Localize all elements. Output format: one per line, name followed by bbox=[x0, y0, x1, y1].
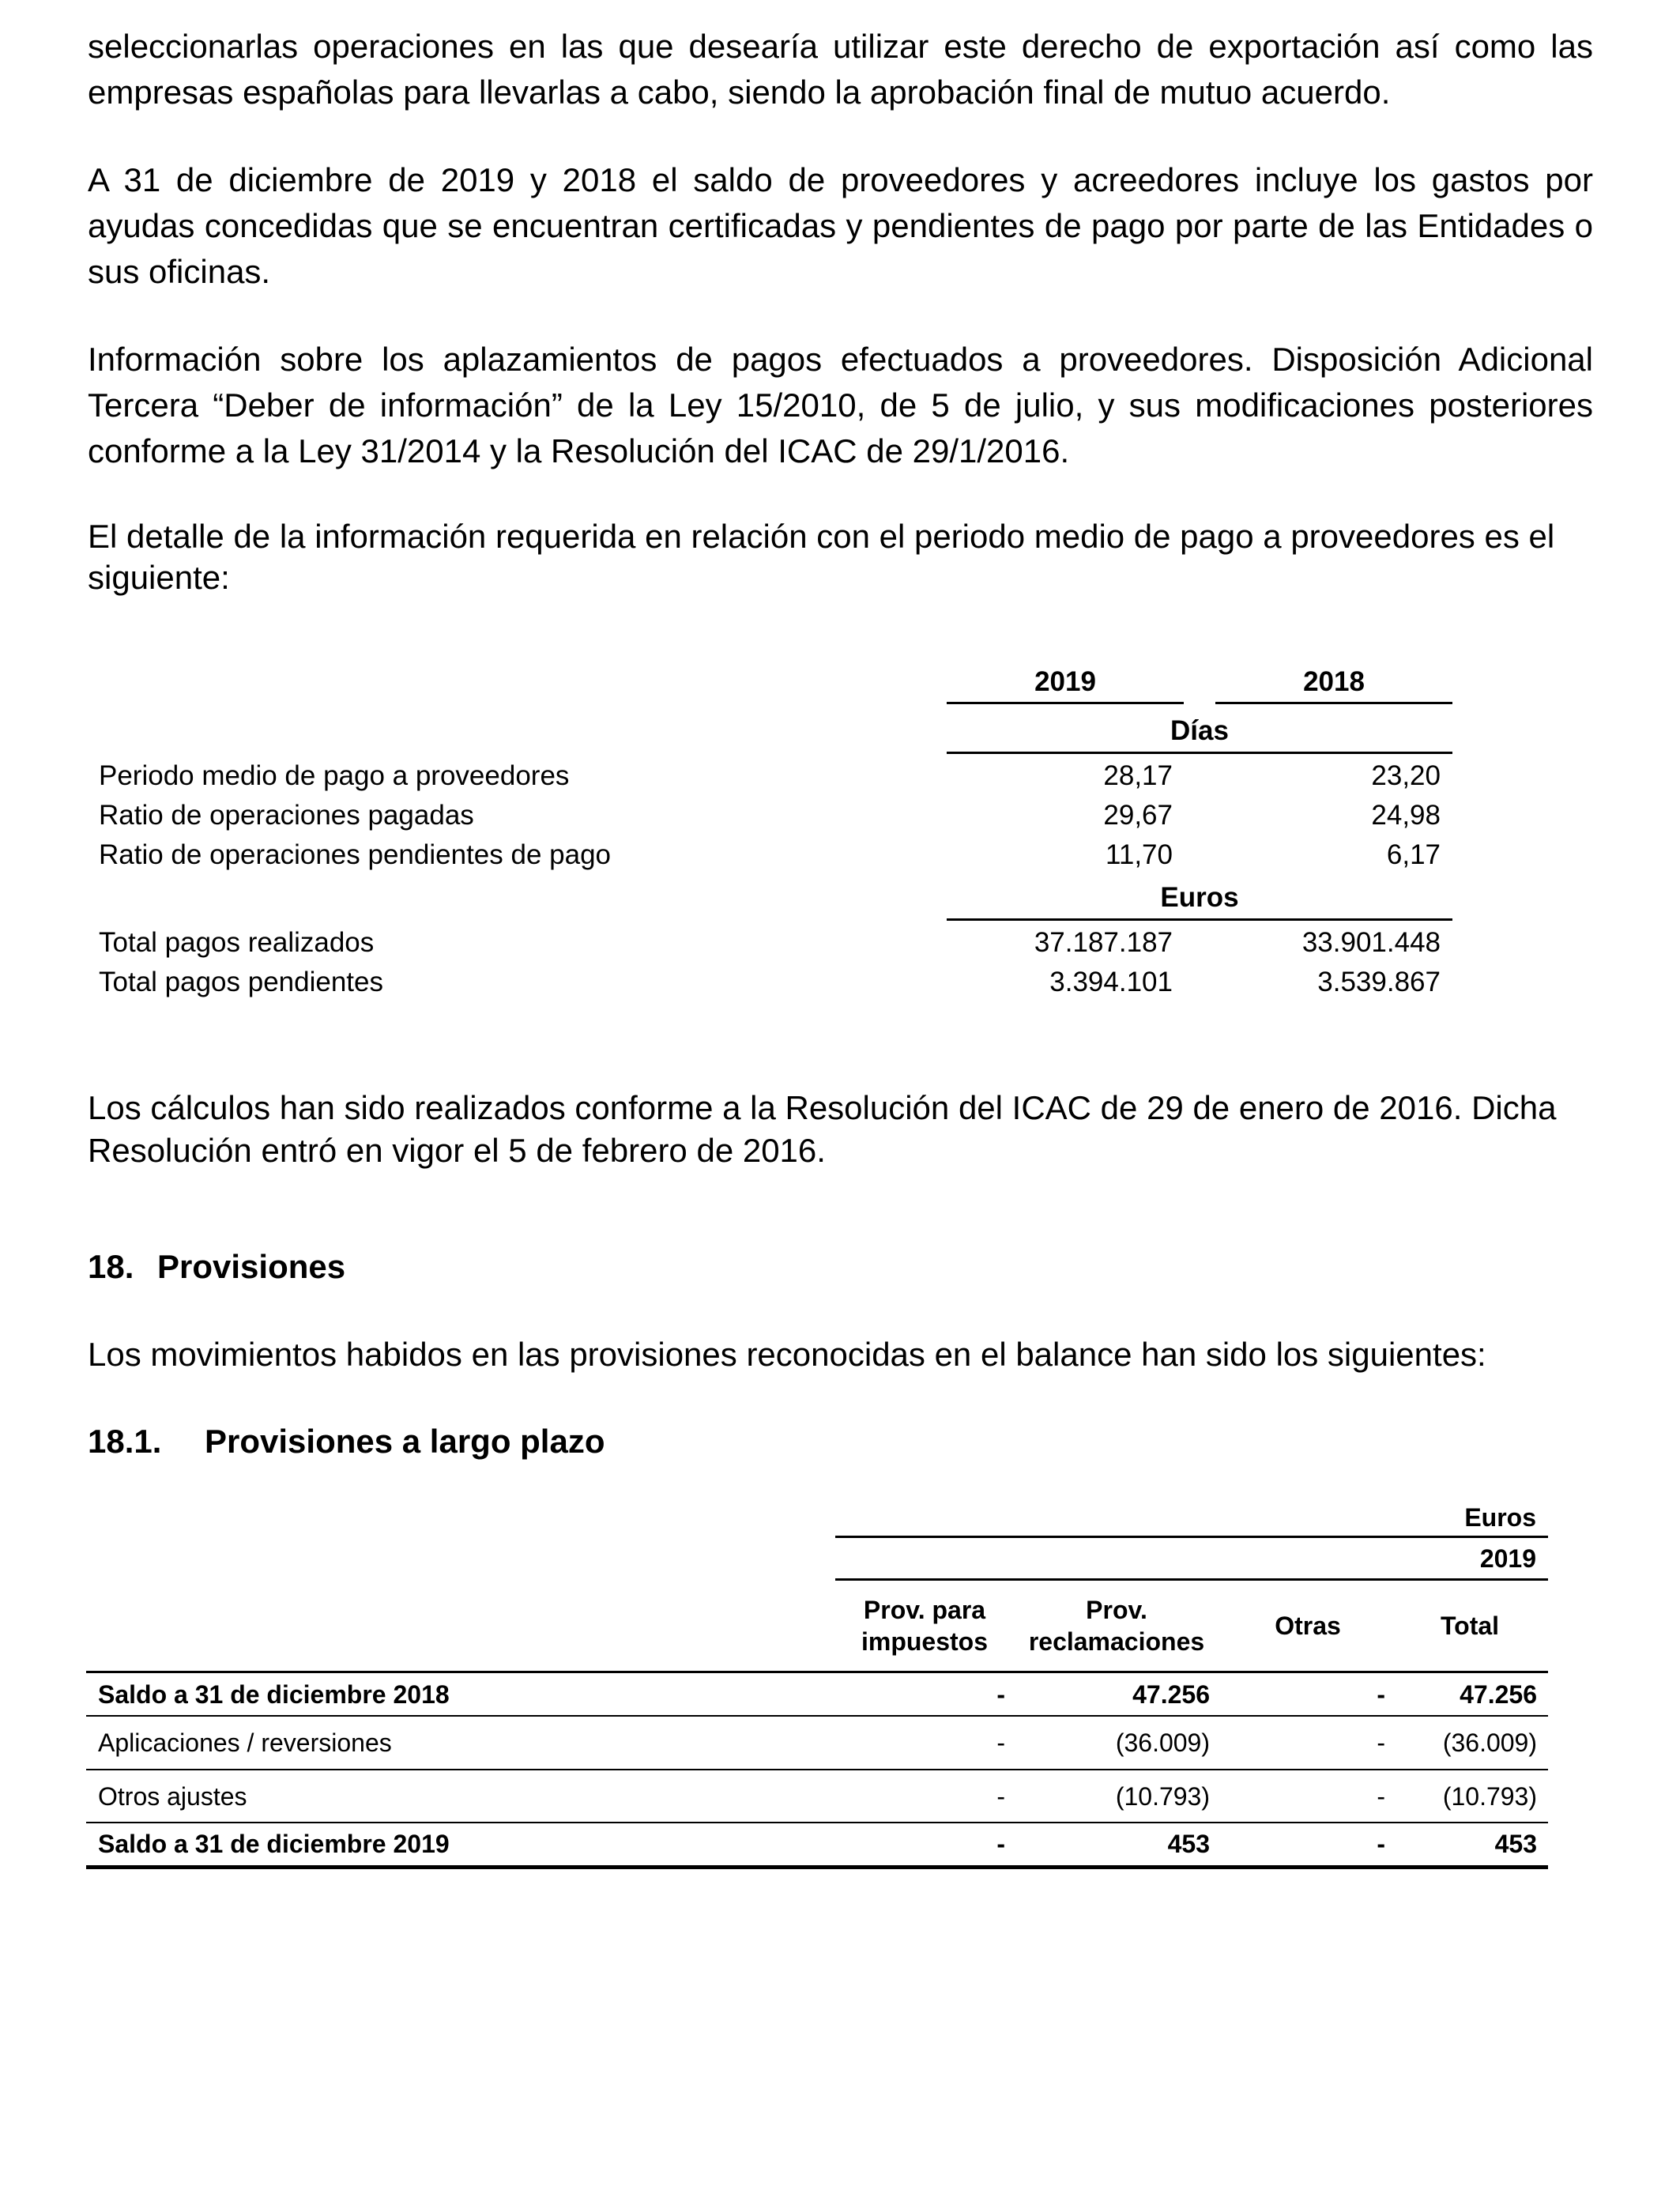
unit-label-dias: Días bbox=[1170, 715, 1229, 746]
row-label: Total pagos pendientes bbox=[99, 967, 383, 997]
table-bottom-rule bbox=[86, 1865, 1548, 1869]
column-header-2018: 2018 bbox=[1303, 666, 1365, 697]
row-label: Ratio de operaciones pendientes de pago bbox=[99, 839, 611, 870]
cell-total: (10.793) bbox=[1442, 1782, 1537, 1811]
section-heading-18 bbox=[88, 1244, 345, 1290]
header-line: Prov. bbox=[1086, 1596, 1147, 1624]
row-label: Periodo medio de pago a proveedores bbox=[99, 760, 570, 791]
cell-otras: - bbox=[1377, 1680, 1385, 1709]
cell-prov-reclamaciones: (36.009) bbox=[1115, 1728, 1210, 1757]
unit-label-euros: Euros bbox=[1464, 1503, 1536, 1532]
cell-otras: - bbox=[1377, 1728, 1385, 1757]
year-label-2019: 2019 bbox=[1479, 1544, 1536, 1573]
table-top-rule bbox=[86, 1671, 1548, 1673]
cell-2019: 11,70 bbox=[1106, 839, 1173, 870]
paragraph-export-rights: seleccionarlas operaciones en las que desearía utilizar este derecho de exportación así como las empresas españolas para llevarlas a cabo, siendo la aprobación final de mutuo acuerdo. bbox=[88, 28, 1593, 111]
header-rule-2018 bbox=[1215, 702, 1452, 704]
cell-prov-impuestos: - bbox=[996, 1680, 1005, 1709]
row-rule bbox=[86, 1715, 1548, 1717]
cell-2018: 24,98 bbox=[1371, 800, 1441, 831]
cell-prov-impuestos: - bbox=[996, 1728, 1005, 1757]
cell-prov-impuestos: - bbox=[996, 1830, 1005, 1858]
column-header-total: Total bbox=[1440, 1612, 1500, 1640]
cell-prov-reclamaciones: 47.256 bbox=[1132, 1680, 1210, 1709]
cell-total: 47.256 bbox=[1460, 1680, 1537, 1709]
row-label: Saldo a 31 de diciembre 2018 bbox=[98, 1680, 450, 1709]
row-label: Saldo a 31 de diciembre 2019 bbox=[98, 1830, 450, 1858]
unit-rule-dias bbox=[947, 752, 1452, 754]
row-label: Ratio de operaciones pagadas bbox=[99, 800, 474, 831]
row-label: Total pagos realizados bbox=[99, 927, 375, 958]
header-rule-2019 bbox=[947, 702, 1184, 704]
unit-rule-euros bbox=[947, 918, 1452, 921]
cell-total: (36.009) bbox=[1442, 1728, 1537, 1757]
cell-2019: 37.187.187 bbox=[1034, 927, 1173, 958]
cell-2018: 3.539.867 bbox=[1317, 967, 1441, 997]
column-header-2019: 2019 bbox=[1034, 666, 1096, 697]
section-number: 18.1. bbox=[88, 1423, 162, 1460]
cell-2018: 6,17 bbox=[1386, 839, 1441, 870]
cell-total: 453 bbox=[1494, 1830, 1537, 1858]
section-title: Provisiones a largo plazo bbox=[205, 1423, 605, 1460]
cell-2019: 3.394.101 bbox=[1049, 967, 1173, 997]
cell-prov-reclamaciones: (10.793) bbox=[1115, 1782, 1210, 1811]
column-header-prov-impuestos bbox=[838, 1594, 1011, 1657]
year-rule bbox=[835, 1578, 1548, 1581]
paragraph-payment-deferral-info: Información sobre los aplazamientos de pagos efectuados a proveedores. Disposición Adicional Tercera “Deber de información” de la Ley 15/2010, de 5 de julio, y sus modificaciones posteriores conforme a la Ley 31/2014 y la Resolución del ICAC de 29/1/2016. bbox=[88, 341, 1593, 469]
section-title: Provisiones bbox=[157, 1248, 346, 1285]
paragraph-provisions-intro: Los movimientos habidos en las provisiones reconocidas en el balance han sido los siguientes: bbox=[88, 1336, 1486, 1373]
cell-otras: - bbox=[1377, 1830, 1385, 1858]
cell-2019: 28,17 bbox=[1103, 760, 1173, 791]
column-header-otras: Otras bbox=[1275, 1612, 1341, 1640]
column-header-prov-reclamaciones bbox=[1014, 1594, 1219, 1657]
row-label: Aplicaciones / reversiones bbox=[98, 1728, 392, 1757]
paragraph-calculation-note: Los cálculos han sido realizados conforme a la Resolución del ICAC de 29 de enero de 2016. Dicha Resolución entró en vigor el 5 de febrero de 2016. bbox=[88, 1089, 1557, 1169]
header-line: reclamaciones bbox=[1028, 1627, 1205, 1656]
header-line: impuestos bbox=[861, 1627, 989, 1656]
cell-2019: 29,67 bbox=[1103, 800, 1173, 831]
cell-otras: - bbox=[1377, 1782, 1385, 1811]
row-rule bbox=[86, 1769, 1548, 1770]
cell-2018: 33.901.448 bbox=[1301, 927, 1441, 958]
section-number: 18. bbox=[88, 1248, 134, 1285]
cell-prov-impuestos: - bbox=[996, 1782, 1005, 1811]
cell-2018: 23,20 bbox=[1371, 760, 1441, 791]
paragraph-supplier-balance: A 31 de diciembre de 2019 y 2018 el saldo de proveedores y acreedores incluye los gastos por ayudas concedidas que se encuentran certificadas y pendientes de pago por parte de las Entidades o sus oficinas. bbox=[88, 161, 1593, 290]
unit-label-euros: Euros bbox=[1160, 882, 1239, 913]
row-label: Otros ajustes bbox=[98, 1782, 247, 1811]
unit-rule bbox=[835, 1536, 1548, 1538]
paragraph-payment-detail-intro: El detalle de la información requerida en relación con el periodo medio de pago a proveedores es el siguiente: bbox=[88, 518, 1555, 596]
row-rule bbox=[86, 1822, 1548, 1823]
section-heading-18-1 bbox=[88, 1419, 605, 1465]
header-line: Prov. para bbox=[863, 1596, 986, 1624]
cell-prov-reclamaciones: 453 bbox=[1167, 1830, 1210, 1858]
